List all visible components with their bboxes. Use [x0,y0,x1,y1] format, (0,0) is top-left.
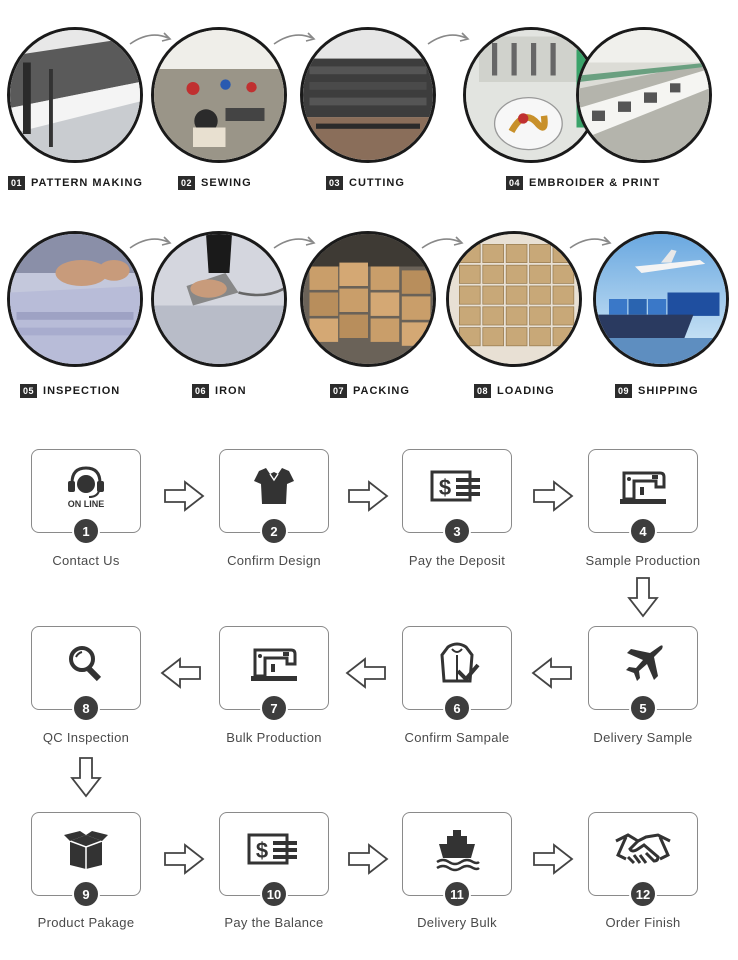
step-number-badge: 1 [72,517,100,545]
airplane-icon [589,639,697,687]
step-title: SHIPPING [638,385,699,397]
process-caption: QC Inspection [42,730,130,745]
process-caption: Confirm Sampale [404,730,510,745]
payment-icon [220,825,328,873]
step-label-packing [330,384,410,398]
arrow-right-icon [163,480,205,512]
arrow-down-icon [627,576,659,618]
photo-inspection [7,231,143,367]
process-step-bulk-production [219,626,329,716]
shirt-icon [220,462,328,510]
step-number: 04 [506,176,523,190]
curve-arrow-icon [272,234,318,252]
arrow-down-icon [70,756,102,798]
process-step-order-finish [588,812,698,902]
step-number: 06 [192,384,209,398]
step-number-badge: 10 [260,880,288,908]
arrow-right-icon [532,843,574,875]
step-number: 03 [326,176,343,190]
curve-arrow-icon [568,234,614,252]
curve-arrow-icon [420,234,466,252]
jacket-check-icon [403,639,511,687]
step-number: 08 [474,384,491,398]
step-title: IRON [215,385,247,397]
step-number: 02 [178,176,195,190]
photo-print [576,27,712,163]
step-number-badge: 9 [72,880,100,908]
online-support-icon [32,462,140,510]
process-step-confirm-design [219,449,329,539]
photo-packing [300,231,436,367]
step-label-pattern-making [8,176,143,190]
process-step-pay-balance [219,812,329,902]
process-step-pay-deposit [402,449,512,539]
step-title: PACKING [353,385,410,397]
process-step-product-package [31,812,141,902]
step-number: 05 [20,384,37,398]
sewing-machine-icon [589,462,697,510]
arrow-left-icon [160,657,202,689]
step-title: PATTERN MAKING [31,177,143,189]
photo-loading [446,231,582,367]
curve-arrow-icon [272,30,318,48]
process-caption: Delivery Bulk [417,915,497,930]
arrow-right-icon [347,843,389,875]
svg-text:$: $ [255,838,269,863]
process-step-contact-us [31,449,141,539]
process-step-qc-inspection [31,626,141,716]
photo-cutting [300,27,436,163]
arrow-right-icon [532,480,574,512]
arrow-right-icon [347,480,389,512]
step-title: SEWING [201,177,252,189]
step-label-loading [474,384,555,398]
process-caption: Delivery Sample [593,730,693,745]
curve-arrow-icon [426,30,472,48]
step-label-shipping [615,384,699,398]
arrow-left-icon [531,657,573,689]
process-caption: Sample Production [585,553,701,568]
step-title: LOADING [497,385,555,397]
step-number-badge: 11 [443,880,471,908]
box-icon [32,825,140,873]
step-number-badge: 7 [260,694,288,722]
process-step-sample-production [588,449,698,539]
curve-arrow-icon [128,234,174,252]
handshake-icon [589,825,697,873]
curve-arrow-icon [128,30,174,48]
step-label-inspection [20,384,120,398]
step-number-badge: 3 [443,517,471,545]
step-title: CUTTING [349,177,405,189]
step-number-badge: 6 [443,694,471,722]
process-caption: Bulk Production [226,730,322,745]
arrow-right-icon [163,843,205,875]
step-number-badge: 4 [629,517,657,545]
step-label-cutting [326,176,405,190]
step-number-badge: 8 [72,694,100,722]
svg-text:$: $ [438,475,452,500]
process-caption: Order Finish [605,915,681,930]
process-caption: Pay the Balance [224,915,324,930]
payment-icon [403,462,511,510]
process-caption: Pay the Deposit [408,553,506,568]
step-number: 09 [615,384,632,398]
process-step-delivery-bulk [402,812,512,902]
step-title: INSPECTION [43,385,121,397]
step-number-badge: 12 [629,880,657,908]
arrow-left-icon [345,657,387,689]
step-label-sewing [178,176,252,190]
photo-pattern-making [7,27,143,163]
step-number: 07 [330,384,347,398]
step-label-iron [192,384,247,398]
ship-icon [403,825,511,873]
process-step-confirm-sample [402,626,512,716]
step-title: EMBROIDER & PRINT [529,177,661,189]
step-number: 01 [8,176,25,190]
sewing-machine-icon [220,639,328,687]
process-step-delivery-sample [588,626,698,716]
step-number-badge: 5 [629,694,657,722]
process-caption: Contact Us [52,553,120,568]
step-label-embroider-print [506,176,660,190]
process-caption: Confirm Design [227,553,321,568]
svg-text:ON LINE: ON LINE [67,499,105,509]
process-caption: Product Pakage [37,915,135,930]
magnifier-icon [32,639,140,687]
step-number-badge: 2 [260,517,288,545]
